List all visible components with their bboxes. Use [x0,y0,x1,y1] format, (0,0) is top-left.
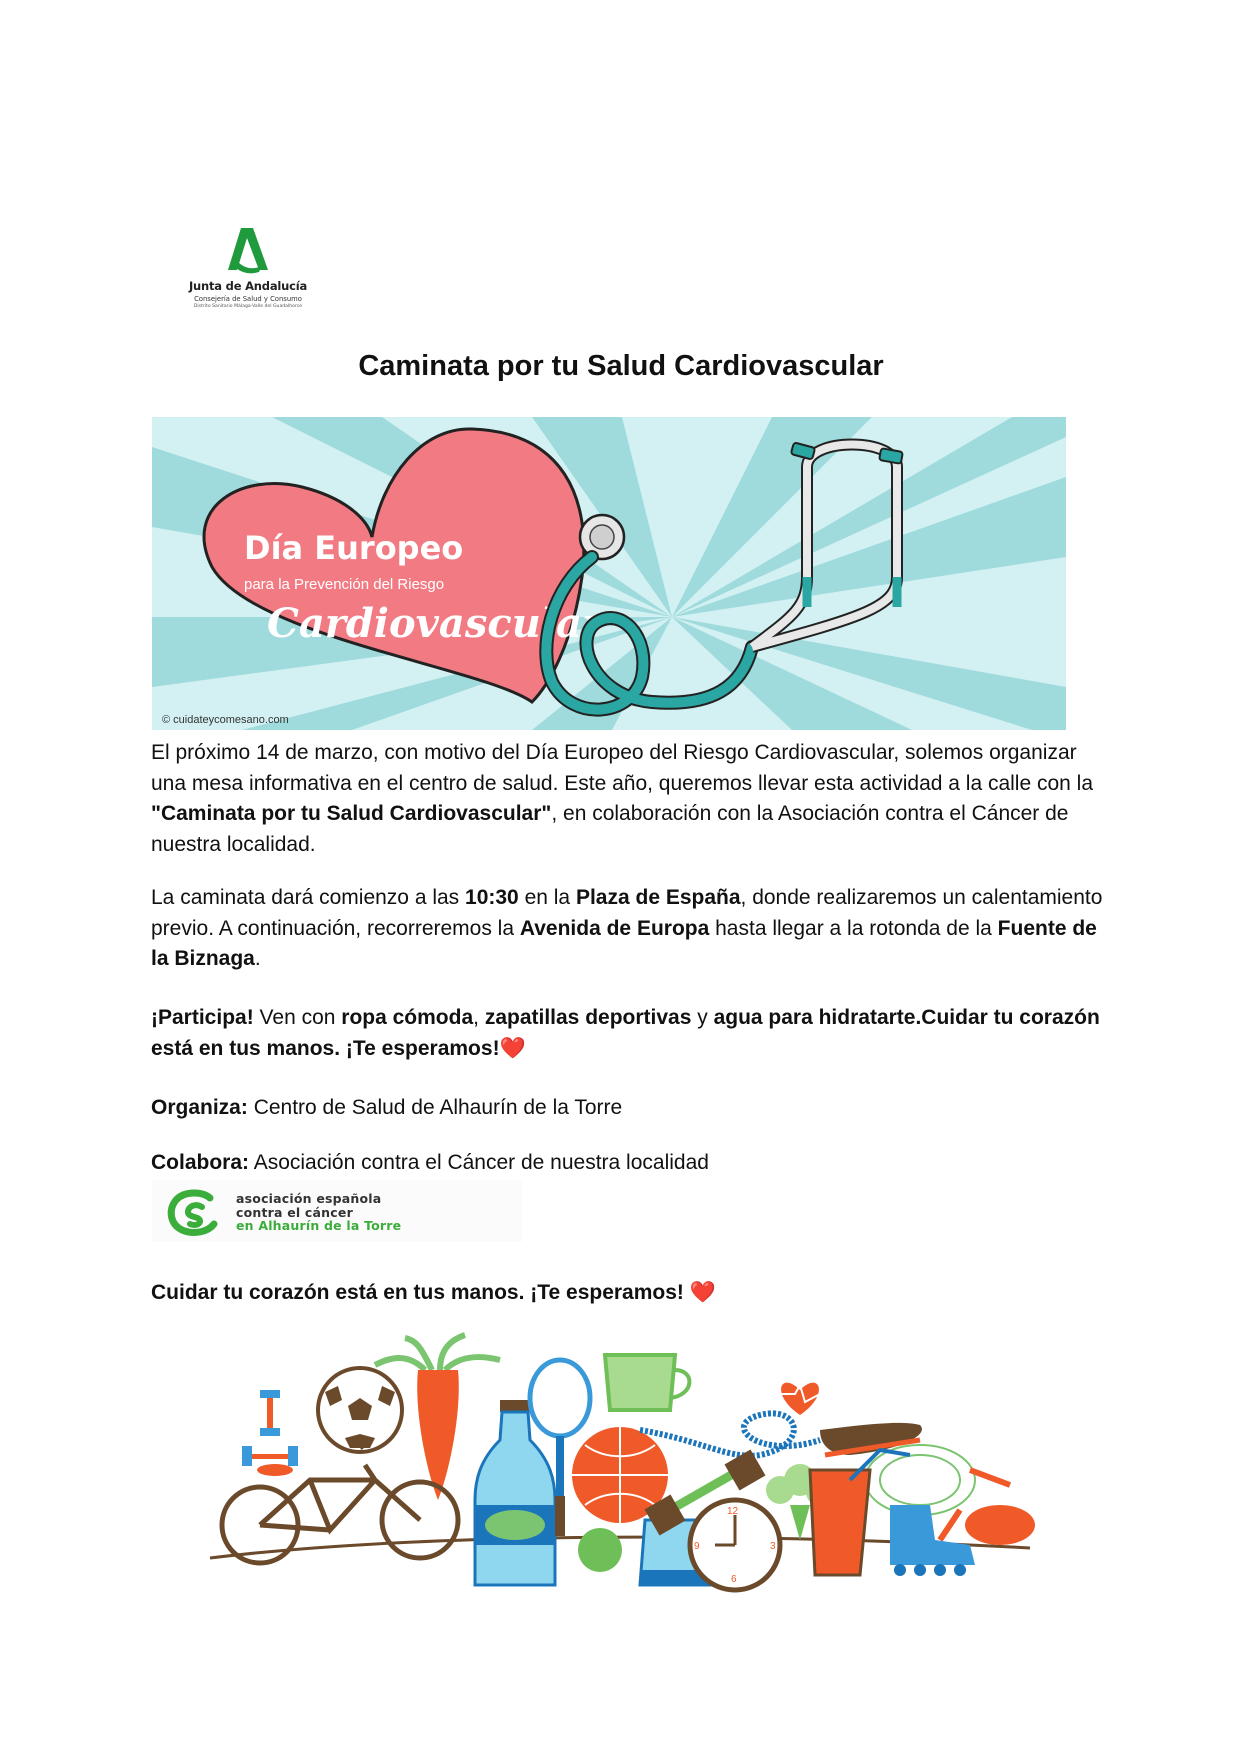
event-name-bold: "Caminata por tu Salud Cardiovascular" [151,802,552,825]
heart-icon: ❤️ [499,1036,526,1060]
organizer-line [151,1093,1111,1124]
participa-label: ¡Participa! [151,1006,254,1029]
text: , donde realizaremos un calentamiento previo. A continuación, recorreremos la [151,886,1103,940]
organizer-value: Centro de Salud de Alhaurín de la Torre [247,1096,623,1119]
logo-department: Consejería de Salud y Consumo [194,295,302,303]
clock-number: 9 [694,1541,700,1552]
text: . [254,947,261,970]
water-item: agua para hidratarte.Cuidar tu corazón está en tus manos. ¡Te esperamos! [151,1006,1100,1060]
soccer-ball-icon [318,1368,402,1452]
intro-paragraph [151,738,1111,860]
clock-number: 12 [727,1506,739,1517]
start-place: Plaza de España [575,886,741,909]
closing-text: Cuidar tu corazón está en tus manos. ¡Te esperamos! [151,1281,690,1304]
aecc-logo [152,1180,522,1242]
logo-district: Distrito Sanitario Málaga-Valle del Guadalhorce [193,304,303,309]
aecc-c-icon [166,1190,226,1234]
text: Ven con [253,1006,342,1029]
logo-name: Junta de Andalucía [188,279,308,293]
collaborator-value: Asociación contra el Cáncer de nuestra localidad [249,1151,709,1174]
clothing-item: ropa cómoda [341,1006,474,1029]
document-title: Caminata por tu Salud Cardiovascular [358,350,884,382]
aecc-line-1: asociación española [236,1191,382,1206]
junta-a-icon [224,226,272,276]
clock-number: 3 [770,1541,776,1552]
route-paragraph [151,883,1111,975]
collaborator-label: Colabora: [151,1151,250,1174]
heart-rate-icon [780,1383,820,1415]
alarm-clock-icon [690,1500,780,1590]
heart-icon: ❤️ [689,1281,716,1304]
ham-icon [965,1505,1035,1545]
tea-cup-icon [605,1355,689,1410]
text: y [691,1006,714,1029]
text: , [473,1006,485,1029]
participate-paragraph [151,1003,1111,1064]
start-time: 10:30 [465,886,519,909]
text: La caminata dará comienzo a las [151,886,466,909]
text: El próximo 14 de marzo, con motivo del Día Europeo del Riesgo Cardiovascular, solemos organizar una mesa informativa en el centro de salud. Este año, queremos llevar esta actividad a la calle con la [151,741,1094,795]
dumbbell-icon [242,1390,298,1466]
banner-credit: © cuidateycomesano.com [162,714,289,726]
tennis-ball-icon [578,1528,622,1572]
banner-heading: Día Europeo [244,529,464,567]
junta-andalucia-logo [178,226,318,318]
healthy-lifestyle-illustration [200,1330,1050,1585]
text: hasta llegar a la rotonda de la [709,916,998,940]
text: , en colaboración con la Asociación contra el Cáncer de nuestra localidad. [151,802,1069,856]
text: en la [518,886,576,909]
banner-image [152,417,1066,730]
collaborator-line [151,1148,1111,1179]
roller-skate-icon [890,1505,975,1576]
running-shoe-icon [820,1423,922,1455]
aecc-line-3: en Alhaurín de la Torre [236,1218,402,1233]
banner-script-word: Cardiovascular [267,600,603,647]
organizer-label: Organiza: [151,1096,248,1119]
aecc-line-2: contra el cáncer [236,1204,353,1220]
shoes-item: zapatillas deportivas [484,1006,692,1029]
avenue-name: Avenida de Europa [519,916,710,940]
end-place: Fuente de la Biznaga [151,916,1097,970]
banner-subheading: para la Prevención del Riesgo [244,576,445,593]
clock-number: 6 [731,1574,737,1585]
closing-line [151,1278,1111,1309]
measuring-tape-icon [640,1413,820,1455]
